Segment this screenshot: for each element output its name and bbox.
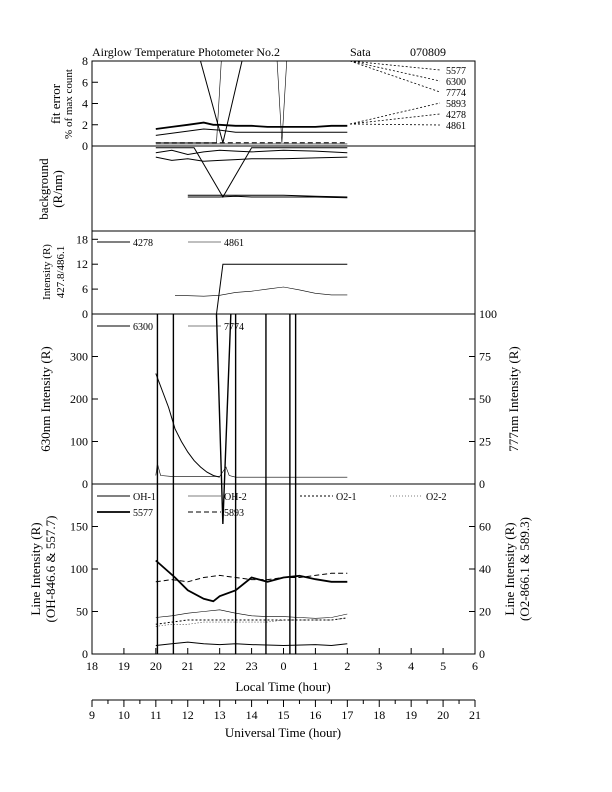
panel-fit-error-frame bbox=[92, 61, 475, 146]
universal-time-label: Universal Time (hour) bbox=[224, 725, 342, 740]
lt-tick-label: 21 bbox=[181, 659, 194, 673]
fit-error-legend-label-4861: 4861 bbox=[446, 121, 466, 132]
background-series-1 bbox=[156, 157, 347, 161]
fit-error-legend-leader-4861 bbox=[350, 124, 440, 125]
ut-tick-label: 18 bbox=[373, 708, 386, 722]
fit-error-legend-label-6300: 6300 bbox=[446, 77, 466, 88]
line-ylabel-right-line2: (O2-866.1 & 589.3) bbox=[517, 517, 532, 621]
fit-error-ytick-label: 0 bbox=[82, 139, 88, 153]
line-legend-label-o2-2: O2-2 bbox=[426, 492, 447, 503]
fit-error-legend-leader-6300 bbox=[350, 61, 440, 81]
intensity-ylabel bbox=[41, 244, 67, 300]
fit-error-legend-leader-5893 bbox=[350, 103, 440, 124]
ut-tick-label: 19 bbox=[405, 708, 418, 722]
p630-series-7774 bbox=[156, 464, 347, 478]
line-ylabel-left-line2: (OH-846.6 & 557.7) bbox=[43, 515, 58, 623]
line-right-ytick-label: 60 bbox=[479, 519, 491, 534]
lt-tick-label: 5 bbox=[440, 659, 447, 673]
p630-legend-label-6300: 6300 bbox=[133, 322, 153, 333]
lt-tick-label: 19 bbox=[117, 659, 130, 673]
p630-ylabel-left: 630nm Intensity (R) bbox=[38, 346, 53, 452]
background-series-2 bbox=[156, 148, 347, 197]
universal-time-ticks bbox=[89, 700, 481, 722]
fit-error-ylabel-line1: fit error bbox=[48, 83, 63, 125]
p777-ylabel-right: 777nm Intensity (R) bbox=[506, 346, 521, 452]
background-series-0 bbox=[156, 150, 347, 154]
ut-tick-label: 20 bbox=[437, 708, 450, 722]
fit-error-legend-leader-5577 bbox=[350, 61, 440, 70]
line-ytick-label: 0 bbox=[82, 647, 88, 661]
chart-title: Airglow Temperature Photometer No.2 bbox=[92, 45, 281, 59]
lt-tick-label: 6 bbox=[472, 659, 478, 673]
p630-ytick-label: 0 bbox=[82, 477, 88, 491]
line-ytick-label: 150 bbox=[70, 519, 88, 534]
line-legend-label-5577: 5577 bbox=[133, 508, 153, 519]
ut-tick-label: 10 bbox=[117, 708, 130, 722]
intensity-ytick-label: 12 bbox=[76, 257, 88, 272]
fit-error-legend-label-5893: 5893 bbox=[446, 99, 466, 110]
lt-tick-label: 3 bbox=[376, 659, 383, 673]
ut-tick-label: 9 bbox=[89, 708, 95, 722]
chart-site: Sata bbox=[350, 45, 371, 59]
p630-legend bbox=[97, 322, 244, 333]
p630-series-6300 bbox=[156, 374, 220, 478]
intensity-series-4861 bbox=[175, 287, 347, 296]
lt-tick-label: 18 bbox=[86, 659, 98, 673]
line-ylabel-left-group bbox=[28, 516, 58, 623]
intensity-legend bbox=[97, 238, 244, 249]
line-legend bbox=[97, 492, 447, 519]
fit-error-legend-label-5577: 5577 bbox=[446, 66, 466, 77]
line-series-oh-1 bbox=[156, 642, 347, 645]
line-ylabel-right-line1: Line Intensity (R) bbox=[502, 522, 517, 616]
intensity-ylabel-line1: Intensity (R) bbox=[41, 244, 53, 300]
universal-time-axis bbox=[89, 700, 481, 740]
fit-error-ytick-label: 8 bbox=[82, 54, 88, 68]
line-series-o2-1 bbox=[156, 618, 347, 624]
background-series bbox=[156, 148, 347, 198]
chart-date: 070809 bbox=[410, 45, 446, 59]
p777-ytick-label: 0 bbox=[479, 477, 485, 491]
panel-intensity-427-486 bbox=[41, 232, 347, 321]
p777-ytick-label: 50 bbox=[479, 392, 491, 406]
line-legend-label-o2-1: O2-1 bbox=[336, 492, 357, 503]
fit-error-ylabel bbox=[48, 69, 75, 139]
line-legend-label-oh-1: OH-1 bbox=[133, 492, 156, 503]
p777-ytick-label: 25 bbox=[479, 434, 491, 449]
line-series-o2-2 bbox=[156, 618, 347, 627]
intensity-ytick-label: 6 bbox=[82, 282, 88, 297]
background-ylabel bbox=[36, 158, 65, 220]
ut-tick-label: 13 bbox=[213, 708, 226, 722]
line-right-ytick-label: 0 bbox=[479, 647, 485, 661]
ut-tick-label: 14 bbox=[245, 708, 258, 722]
line-right-ytick-label: 20 bbox=[479, 604, 491, 619]
local-time-label: Local Time (hour) bbox=[235, 679, 331, 694]
background-ylabel-line2: (R/nm) bbox=[50, 170, 65, 208]
intensity-ylabel-line2: 427.8/486.1 bbox=[55, 245, 67, 299]
fit-error-ytick-label: 6 bbox=[82, 75, 88, 90]
line-legend-label-5893: 5893 bbox=[224, 508, 244, 519]
lt-tick-label: 1 bbox=[312, 659, 319, 673]
ut-tick-label: 21 bbox=[469, 708, 481, 722]
lt-tick-label: 2 bbox=[344, 659, 351, 673]
line-right-ytick-label: 40 bbox=[479, 562, 491, 576]
panel-background bbox=[36, 148, 347, 220]
panel-630-777 bbox=[38, 307, 521, 654]
p630-ylabel-left-group bbox=[38, 346, 53, 451]
line-series bbox=[156, 561, 347, 646]
p630-ytick-label: 300 bbox=[70, 349, 88, 364]
fit-error-series bbox=[156, 61, 347, 144]
line-ytick-label: 100 bbox=[70, 562, 88, 576]
line-ylabel-left-line1: Line Intensity (R) bbox=[28, 522, 43, 616]
line-series-oh-2 bbox=[156, 610, 347, 619]
fit-error-series-5577 bbox=[156, 123, 347, 129]
panel-fit-error bbox=[48, 54, 466, 153]
p777-ytick-label: 75 bbox=[479, 349, 491, 364]
intensity-series-4278 bbox=[217, 264, 348, 314]
intensity-ytick-label: 0 bbox=[82, 307, 88, 321]
p630-ytick-label: 200 bbox=[70, 392, 88, 406]
ut-tick-label: 15 bbox=[277, 708, 290, 722]
p630-ylabel-right-group bbox=[506, 346, 521, 451]
line-legend-label-oh-2: OH-2 bbox=[224, 492, 247, 503]
fit-error-series-6300 bbox=[156, 129, 347, 135]
fit-error-yticks bbox=[82, 54, 98, 153]
local-time-ticks bbox=[86, 648, 478, 673]
ut-tick-label: 16 bbox=[309, 708, 322, 722]
fit-error-ylabel-line2: % of max count bbox=[63, 69, 75, 139]
p777-ytick-label: 100 bbox=[479, 307, 497, 321]
background-ylabel-line1: background bbox=[36, 158, 51, 220]
panel-line-intensity bbox=[28, 492, 532, 661]
lt-tick-label: 0 bbox=[280, 659, 287, 673]
ut-tick-label: 11 bbox=[150, 708, 162, 722]
fit-error-ytick-label: 4 bbox=[82, 96, 88, 111]
intensity-legend-label-4861: 4861 bbox=[224, 238, 244, 249]
ut-tick-label: 12 bbox=[181, 708, 194, 722]
lt-tick-label: 22 bbox=[213, 659, 226, 673]
fit-error-legend-label-7774: 7774 bbox=[446, 88, 466, 99]
fit-error-ytick-label: 2 bbox=[82, 117, 88, 132]
line-ytick-label: 50 bbox=[76, 604, 88, 619]
p630-yticks bbox=[70, 307, 497, 491]
line-ylabel-right-group bbox=[502, 517, 532, 621]
fit-error-legend-label-4278: 4278 bbox=[446, 110, 466, 121]
local-time-axis bbox=[86, 648, 478, 694]
lt-tick-label: 23 bbox=[245, 659, 258, 673]
fit-error-legend bbox=[350, 61, 466, 132]
p630-ytick-label: 100 bbox=[70, 434, 88, 449]
lt-tick-label: 20 bbox=[149, 659, 162, 673]
fit-error-series-7774 bbox=[156, 61, 347, 143]
intensity-yticks bbox=[76, 232, 98, 321]
p630-legend-label-7774: 7774 bbox=[224, 322, 244, 333]
intensity-ytick-label: 18 bbox=[76, 232, 88, 247]
intensity-legend-label-4278: 4278 bbox=[133, 238, 153, 249]
lt-tick-label: 4 bbox=[408, 659, 415, 673]
fit-error-legend-leader-4278 bbox=[350, 114, 440, 124]
intensity-series bbox=[175, 264, 347, 314]
ut-tick-label: 17 bbox=[341, 708, 354, 722]
line-yticks bbox=[70, 520, 491, 662]
panel-630-777-frame bbox=[92, 314, 475, 484]
